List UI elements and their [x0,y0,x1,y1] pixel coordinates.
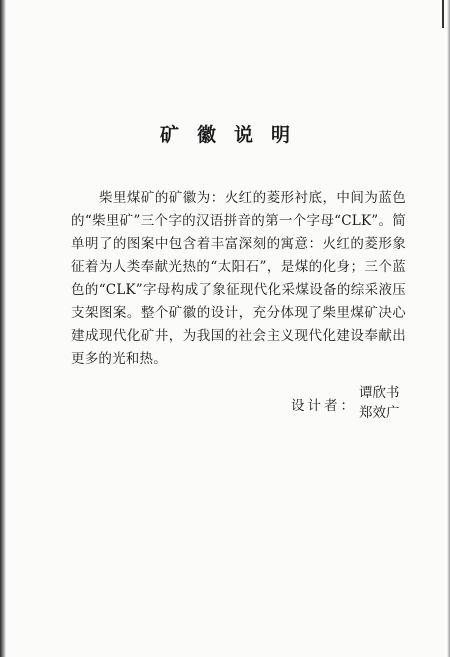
scan-edge-left [0,0,6,657]
designer-name-2: 郑效广 [359,405,400,421]
body-paragraph: 柴里煤矿的矿徽为：火红的菱形衬底，中间为蓝色的“柴里矿”三个字的汉语拼音的第一个字母“CLK”。简单明了的图案中包含着丰富深刻的寓意：火红的菱形象征着为人类奉献光热的“太阳石”，是煤的化身；三个蓝色的“CLK”字母构成了象征现代化采煤设备的综采液压支架图案。整个矿徽的设计，充分体现了柴里煤矿决心建成现代化矿井，为我国的社会主义现代化建设奉献出更多的光和热。 [71,190,406,367]
page-title: 矿徽说明 [159,124,308,146]
scan-corner-mark [442,0,444,28]
designer-names [359,383,400,423]
designer-name-1: 谭欣书 [359,385,400,401]
designer-credit [291,383,400,423]
designer-label: 设计者： [291,398,357,414]
